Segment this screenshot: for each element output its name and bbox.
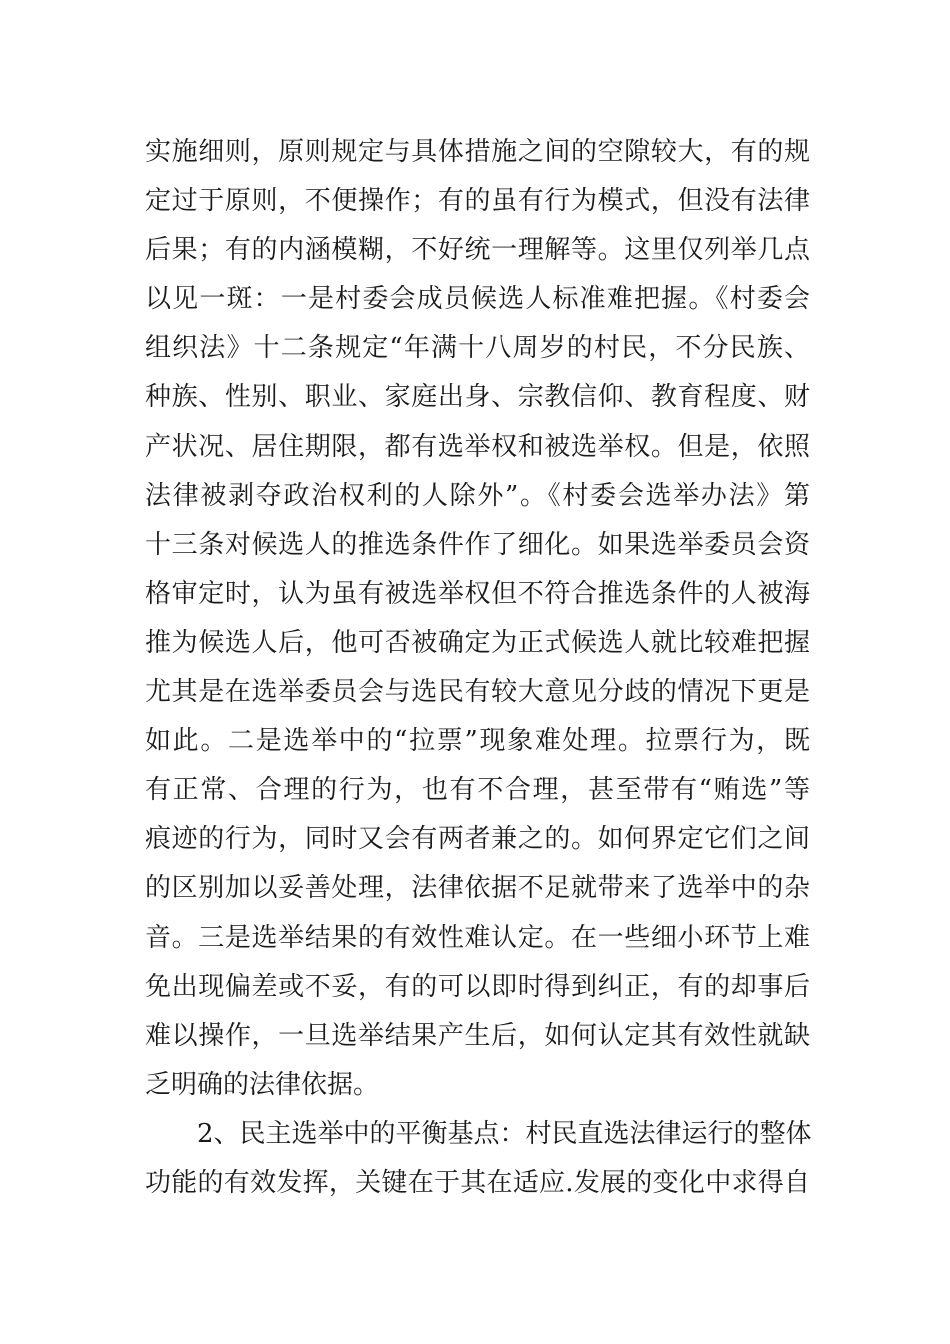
text-line: 格审定时，认为虽有被选举权但不符合推选条件的人被海 bbox=[145, 578, 810, 609]
paragraph-end-line: 乏明确的法律依据。 bbox=[145, 1069, 380, 1100]
text-line: 定过于原则，不便操作；有的虽有行为模式，但没有法律 bbox=[145, 186, 810, 217]
text-line: 推为候选人后，他可否被确定为正式候选人就比较难把握 bbox=[145, 627, 810, 658]
text-line: 免出现偏差或不妥，有的可以即时得到纠正，有的却事后 bbox=[145, 971, 810, 1002]
text-line: 尤其是在选举委员会与选民有较大意见分歧的情况下更是 bbox=[145, 677, 810, 708]
text-line: 十三条对候选人的推选条件作了细化。如果选举委员会资 bbox=[145, 529, 810, 560]
text-line: 实施细则，原则规定与具体措施之间的空隙较大，有的规 bbox=[145, 137, 810, 167]
text-line: 如此。二是选举中的“拉票”现象难处理。拉票行为，既 bbox=[145, 726, 810, 757]
text-line: 难以操作，一旦选举结果产生后，如何认定其有效性就缺 bbox=[145, 1020, 810, 1051]
text-line: 后果；有的内涵模糊，不好统一理解等。这里仅列举几点 bbox=[145, 235, 810, 266]
text-line: 痕迹的行为，同时又会有两者兼之的。如何界定它们之间 bbox=[145, 824, 810, 855]
document-body bbox=[145, 128, 810, 1208]
text-line: 功能的有效发挥，关键在于其在适应.发展的变化中求得自 bbox=[145, 1167, 810, 1198]
text-line: 有正常、合理的行为，也有不合理，甚至带有“贿选”等 bbox=[145, 775, 810, 806]
text-line: 产状况、居住期限，都有选举权和被选举权。但是，依照 bbox=[145, 431, 810, 462]
section-heading-line: 2、民主选举中的平衡基点：村民直选法律运行的整体 bbox=[197, 1118, 812, 1149]
text-line: 音。三是选举结果的有效性难认定。在一些细小环节上难 bbox=[145, 922, 810, 953]
text-line: 法律被剥夺政治权利的人除外”。《村委会选举办法》第 bbox=[145, 480, 810, 511]
text-line: 的区别加以妥善处理，法律依据不足就带来了选举中的杂 bbox=[145, 873, 810, 904]
text-line: 以见一斑：一是村委会成员候选人标准难把握。《村委会 bbox=[145, 284, 810, 315]
text-line: 组织法》十二条规定“年满十八周岁的村民，不分民族、 bbox=[145, 333, 810, 364]
text-line: 种族、性别、职业、家庭出身、宗教信仰、教育程度、财 bbox=[145, 382, 810, 413]
